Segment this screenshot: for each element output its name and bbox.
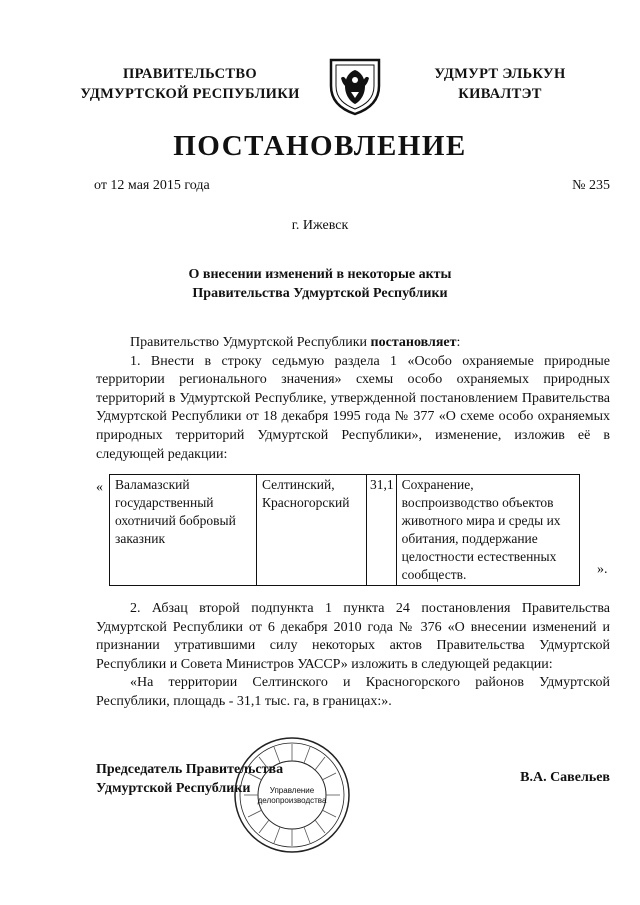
document-number: № 235: [572, 178, 610, 193]
table-cell-districts: Селтинский, Красногорский: [257, 475, 367, 586]
official-stamp: [232, 735, 352, 855]
item2-paragraph: 2. Абзац второй подпункта 1 пункта 24 постановления Правительства Удмуртской Республики от 6 декабря 2010 года № 376 «О внесении изменений и признании утратившими силу некоторых актов Правительства Удмуртской Республики и Совета Министров УАССР» изложить в следующей редакции:: [96, 601, 610, 672]
table-quote-open: «: [96, 480, 103, 495]
stamp-center-line1: Управление: [269, 786, 315, 795]
table-quote-close: ».: [597, 562, 608, 577]
header-left-line1: ПРАВИТЕЛЬСТВО: [123, 66, 257, 82]
signature-name: В.А. Савельев: [520, 770, 610, 785]
subject-line2: Правительства Удмуртской Республики: [192, 286, 448, 301]
preamble-paragraph: [96, 334, 610, 353]
document-subject: [0, 265, 640, 303]
table-cell-area: 31,1: [367, 475, 397, 586]
document-type-title: ПОСТАНОВЛЕНИЕ: [173, 130, 467, 162]
body-text-part2: [96, 600, 610, 712]
signature-title-line2: Удмуртской Республики: [96, 781, 251, 796]
header-right-line2: КИВАЛТЭТ: [458, 86, 542, 102]
preamble-text: Правительство Удмуртской Республики: [130, 335, 371, 350]
preamble-bold: постановляет: [370, 335, 457, 350]
table-cell-purpose: Сохранение, воспроизводство объектов животного мира и среды их обитания, поддержание целостности естественных сообществ.: [396, 475, 579, 586]
coat-of-arms-icon: [327, 56, 383, 116]
header-right-block: [400, 64, 600, 104]
table-row: [110, 475, 580, 586]
body-text-part1: [96, 334, 610, 464]
amendment-table: [109, 474, 580, 586]
header-left-line2: УДМУРТСКОЙ РЕСПУБЛИКИ: [80, 86, 300, 102]
table-cell-name: Валамазский государственный охотничий бобровый заказник: [110, 475, 257, 586]
header-left-block: [70, 64, 310, 104]
header-right-line1: УДМУРТ ЭЛЬКУН: [434, 66, 566, 82]
preamble-tail: :: [456, 335, 461, 350]
subject-line1: О внесении изменений в некоторые акты: [188, 267, 452, 282]
signature-title-line1: Председатель Правительства: [96, 762, 284, 777]
item1-paragraph: 1. Внести в строку седьмую раздела 1 «Особо охраняемые природные территории регионального значения» схемы особо охраняемых природных территорий в Удмуртской Республике, утвержденной постановлением Правительства Удмуртской Республики от 18 декабря 1995 года № 377 «О схеме особо охраняемых природных территорий Удмуртской Республики», изменение, изложив её в следующей редакции:: [96, 353, 610, 462]
stamp-center-line2: делопроизводства: [257, 796, 327, 805]
item2-quote-paragraph: «На территории Селтинского и Красногорского районов Удмуртской Республики, площадь - 31,1 тыс. га, в границах:».: [96, 675, 610, 709]
document-date: от 12 мая 2015 года: [94, 178, 210, 193]
document-city: г. Ижевск: [291, 218, 349, 233]
